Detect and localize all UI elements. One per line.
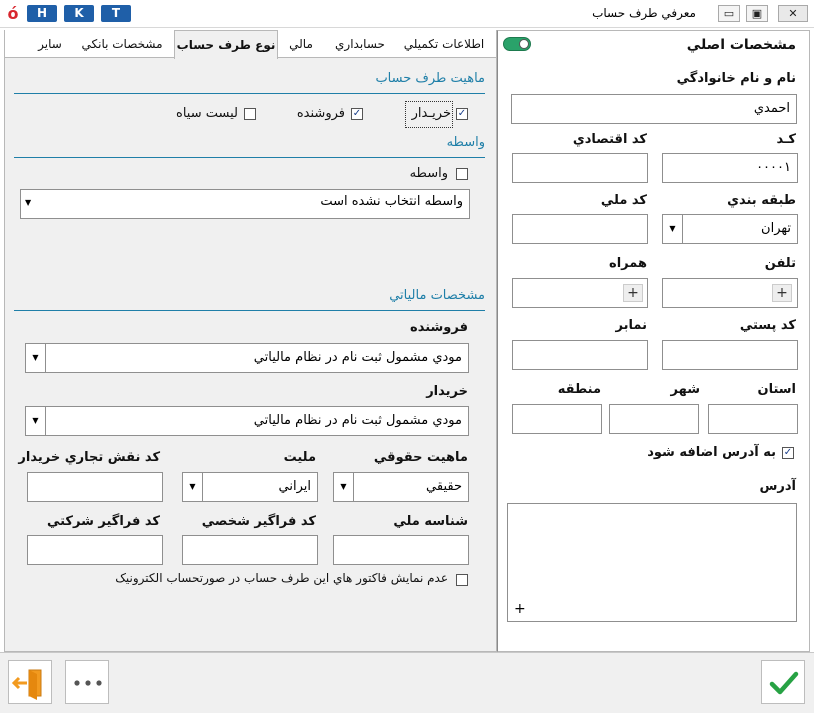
company-tracking-code-input[interactable] xyxy=(27,535,163,565)
section-divider xyxy=(14,157,485,158)
intermediary-checkbox[interactable] xyxy=(456,168,468,180)
personal-tracking-code-label: کد فراگير شخصي xyxy=(201,514,316,529)
intermediary-select[interactable]: واسطه انتخاب نشده است xyxy=(20,189,470,219)
code-input[interactable]: ۰۰۰۰۱ xyxy=(662,153,798,183)
tab-bank-details[interactable]: مشخصات بانکي xyxy=(81,37,163,51)
personal-tracking-code-input[interactable] xyxy=(182,535,318,565)
fax-input[interactable] xyxy=(512,340,648,370)
address-textarea[interactable] xyxy=(507,503,797,622)
tab-financial[interactable]: مالي xyxy=(289,37,313,51)
exit-button[interactable] xyxy=(8,660,52,704)
seller-tax-select[interactable]: مودي مشمول ثبت نام در نظام مالياتي xyxy=(25,343,469,373)
hkt-k-button[interactable]: K xyxy=(64,5,94,22)
close-button[interactable]: ✕ xyxy=(778,5,808,22)
buyer-tax-label: خريدار xyxy=(426,384,468,399)
section-divider xyxy=(14,310,485,311)
toggle-knob xyxy=(519,39,529,49)
app-logo: ó xyxy=(7,4,19,23)
category-label: طبقه بندي xyxy=(727,193,796,208)
hide-invoices-label: عدم نمايش فاکتور هاي اين طرف حساب در صورتحساب الکترونيک xyxy=(115,571,448,585)
add-to-address-checkbox[interactable]: ✓ xyxy=(783,447,793,458)
more-dots-icon xyxy=(66,661,110,705)
chevron-down-icon[interactable]: ▼ xyxy=(26,344,46,372)
postal-code-input[interactable] xyxy=(662,340,798,370)
blacklist-checkbox[interactable] xyxy=(244,108,256,120)
intermediary-title: واسطه xyxy=(446,135,485,150)
tab-account-type[interactable]: نوع طرف حساب xyxy=(174,30,278,59)
tab-additional-info[interactable]: اطلاعات تکميلي xyxy=(403,37,485,51)
minimize-button[interactable]: ▭ xyxy=(718,5,740,22)
legal-nature-select[interactable]: حقيقي xyxy=(333,472,469,502)
legal-nature-label: ماهيت حقوقي xyxy=(373,450,468,465)
name-input[interactable]: احمدي xyxy=(511,94,797,124)
fax-label: نمابر xyxy=(615,318,647,333)
phone-label: تلفن xyxy=(764,256,796,271)
restore-button[interactable]: ▣ xyxy=(746,5,768,22)
hide-invoices-checkbox[interactable] xyxy=(456,574,468,586)
add-address-button[interactable]: + xyxy=(514,601,526,617)
nationality-label: مليت xyxy=(283,450,316,465)
tab-accounting[interactable]: حسابداري xyxy=(335,37,385,51)
national-code-label: کد ملي xyxy=(600,193,647,208)
buyer-checkbox[interactable]: ✓ xyxy=(457,108,467,119)
postal-code-label: کد پستي xyxy=(739,318,796,333)
buyer-tax-select[interactable]: مودي مشمول ثبت نام در نظام مالياتي xyxy=(25,406,469,436)
category-value: تهران xyxy=(761,221,791,236)
code-label: کـد xyxy=(776,132,796,147)
name-label: نام و نام خانوادگي xyxy=(676,71,796,86)
intermediary-checkbox-label: واسطه xyxy=(409,166,448,181)
add-phone-button[interactable]: + xyxy=(772,284,792,302)
buyer-trade-role-label: کد نقش تجاري خريدار xyxy=(18,450,160,465)
main-info-header: مشخصات اصلي xyxy=(686,37,796,53)
section-divider xyxy=(14,93,485,94)
address-label: آدرس xyxy=(759,479,796,494)
chevron-down-icon[interactable]: ▼ xyxy=(663,215,683,243)
add-to-address-label: به آدرس اضافه شود xyxy=(647,445,776,460)
hkt-h-button[interactable]: H xyxy=(27,5,57,22)
confirm-button[interactable] xyxy=(761,660,805,704)
add-mobile-button[interactable]: + xyxy=(623,284,643,302)
economic-code-input[interactable] xyxy=(512,153,648,183)
exit-door-icon xyxy=(9,661,53,705)
account-nature-title: ماهيت طرف حساب xyxy=(375,71,485,86)
national-id-label: شناسه ملي xyxy=(393,514,468,529)
checkmark-icon xyxy=(762,661,806,705)
active-toggle[interactable] xyxy=(503,37,531,51)
buyer-label: خريـدار xyxy=(411,106,451,121)
tax-details-title: مشخصات مالياتي xyxy=(389,288,485,303)
tab-other[interactable]: ساير xyxy=(38,37,62,51)
mobile-label: همراه xyxy=(609,256,647,271)
seller-checkbox[interactable]: ✓ xyxy=(352,108,362,119)
blacklist-label: ليست سياه xyxy=(176,106,238,121)
chevron-down-icon[interactable]: ▼ xyxy=(26,407,46,435)
city-label: شهر xyxy=(670,382,700,397)
more-options-button[interactable] xyxy=(65,660,109,704)
chevron-down-icon[interactable]: ▼ xyxy=(25,198,32,207)
seller-label: فروشنده xyxy=(296,106,345,121)
region-input[interactable] xyxy=(512,404,602,434)
chevron-down-icon[interactable]: ▼ xyxy=(334,473,354,501)
economic-code-label: کد اقتصادي xyxy=(572,132,647,147)
company-tracking-code-label: کد فراگير شرکتي xyxy=(46,514,160,529)
national-code-input[interactable] xyxy=(512,214,648,244)
hkt-t-button[interactable]: T xyxy=(101,5,131,22)
window-title: معرفي طرف حساب xyxy=(592,6,696,20)
region-label: منطقه xyxy=(557,382,601,397)
city-input[interactable] xyxy=(609,404,699,434)
province-label: استان xyxy=(757,382,796,397)
seller-tax-label: فروشنده xyxy=(410,320,468,335)
chevron-down-icon[interactable]: ▼ xyxy=(183,473,203,501)
national-id-input[interactable] xyxy=(333,535,469,565)
province-input[interactable] xyxy=(708,404,798,434)
buyer-trade-role-input[interactable] xyxy=(27,472,163,502)
bottom-toolbar xyxy=(0,652,814,713)
nationality-select[interactable]: ايراني xyxy=(182,472,318,502)
